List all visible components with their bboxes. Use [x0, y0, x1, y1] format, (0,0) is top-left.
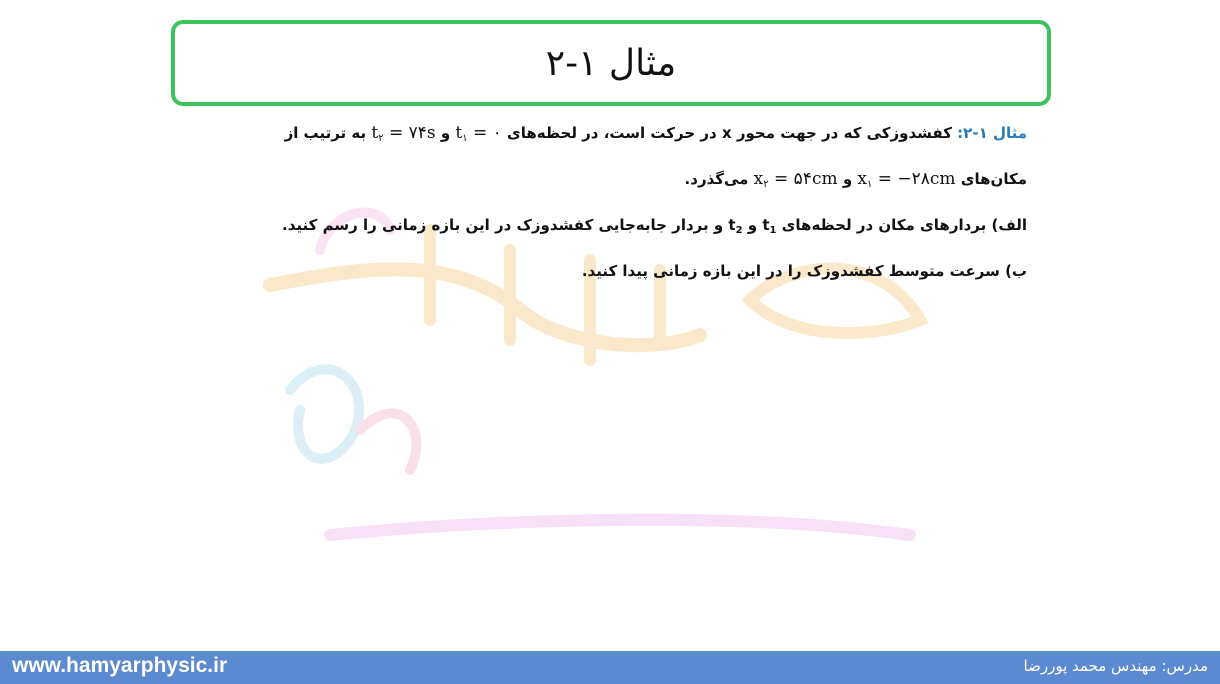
- part-a-text: و بردار جابه‌جایی کفشدوزک در این بازه زمانی را رسم کنید.: [282, 216, 729, 234]
- problem-line-1: [185, 118, 1027, 154]
- axis-symbol: x: [721, 124, 732, 142]
- part-b-label: ب): [1005, 262, 1027, 280]
- x2-equation: $x_۲$ = ۵۴cm: [753, 169, 838, 190]
- t2-symbol: $t_2$: [728, 216, 743, 236]
- conjunction: و: [435, 124, 456, 142]
- part-a-line: [185, 210, 1027, 246]
- problem-content: [185, 118, 1027, 286]
- problem-label: مثال ۱-۲:: [957, 124, 1027, 142]
- footer-bar: [0, 651, 1220, 684]
- t2-equation: $t_۲$ = ۷۴s: [371, 123, 436, 144]
- conjunction: و: [742, 216, 763, 234]
- teacher-credit: مدرس: مهندس محمد پوررضا: [1023, 657, 1208, 675]
- example-title-box: [171, 20, 1051, 106]
- part-a-label: الف): [991, 216, 1027, 234]
- t1-equation: $t_۱$ = ۰: [455, 123, 502, 144]
- website-link[interactable]: www.hamyarphysic.ir: [12, 654, 228, 677]
- problem-text: کفشدوزکی که در جهت محور: [731, 124, 958, 142]
- problem-text: در حرکت است، در لحظه‌های: [501, 124, 722, 142]
- example-title: مثال ۱-۲: [545, 42, 677, 84]
- x1-equation: $x_۱$ = −۲۸cm: [857, 169, 956, 190]
- problem-text: می‌گذرد.: [684, 170, 754, 188]
- problem-text: مکان‌های: [955, 170, 1027, 188]
- problem-text: به ترتیب از: [284, 124, 372, 142]
- part-b-line: [185, 256, 1027, 286]
- part-b-text: سرعت متوسط کفشدوزک را در این بازه زمانی پیدا کنید.: [581, 262, 1006, 280]
- part-a-text: بردارهای مکان در لحظه‌های: [776, 216, 992, 234]
- conjunction: و: [837, 170, 858, 188]
- t1-symbol: $t_1$: [762, 216, 777, 236]
- problem-line-2: [185, 164, 1027, 200]
